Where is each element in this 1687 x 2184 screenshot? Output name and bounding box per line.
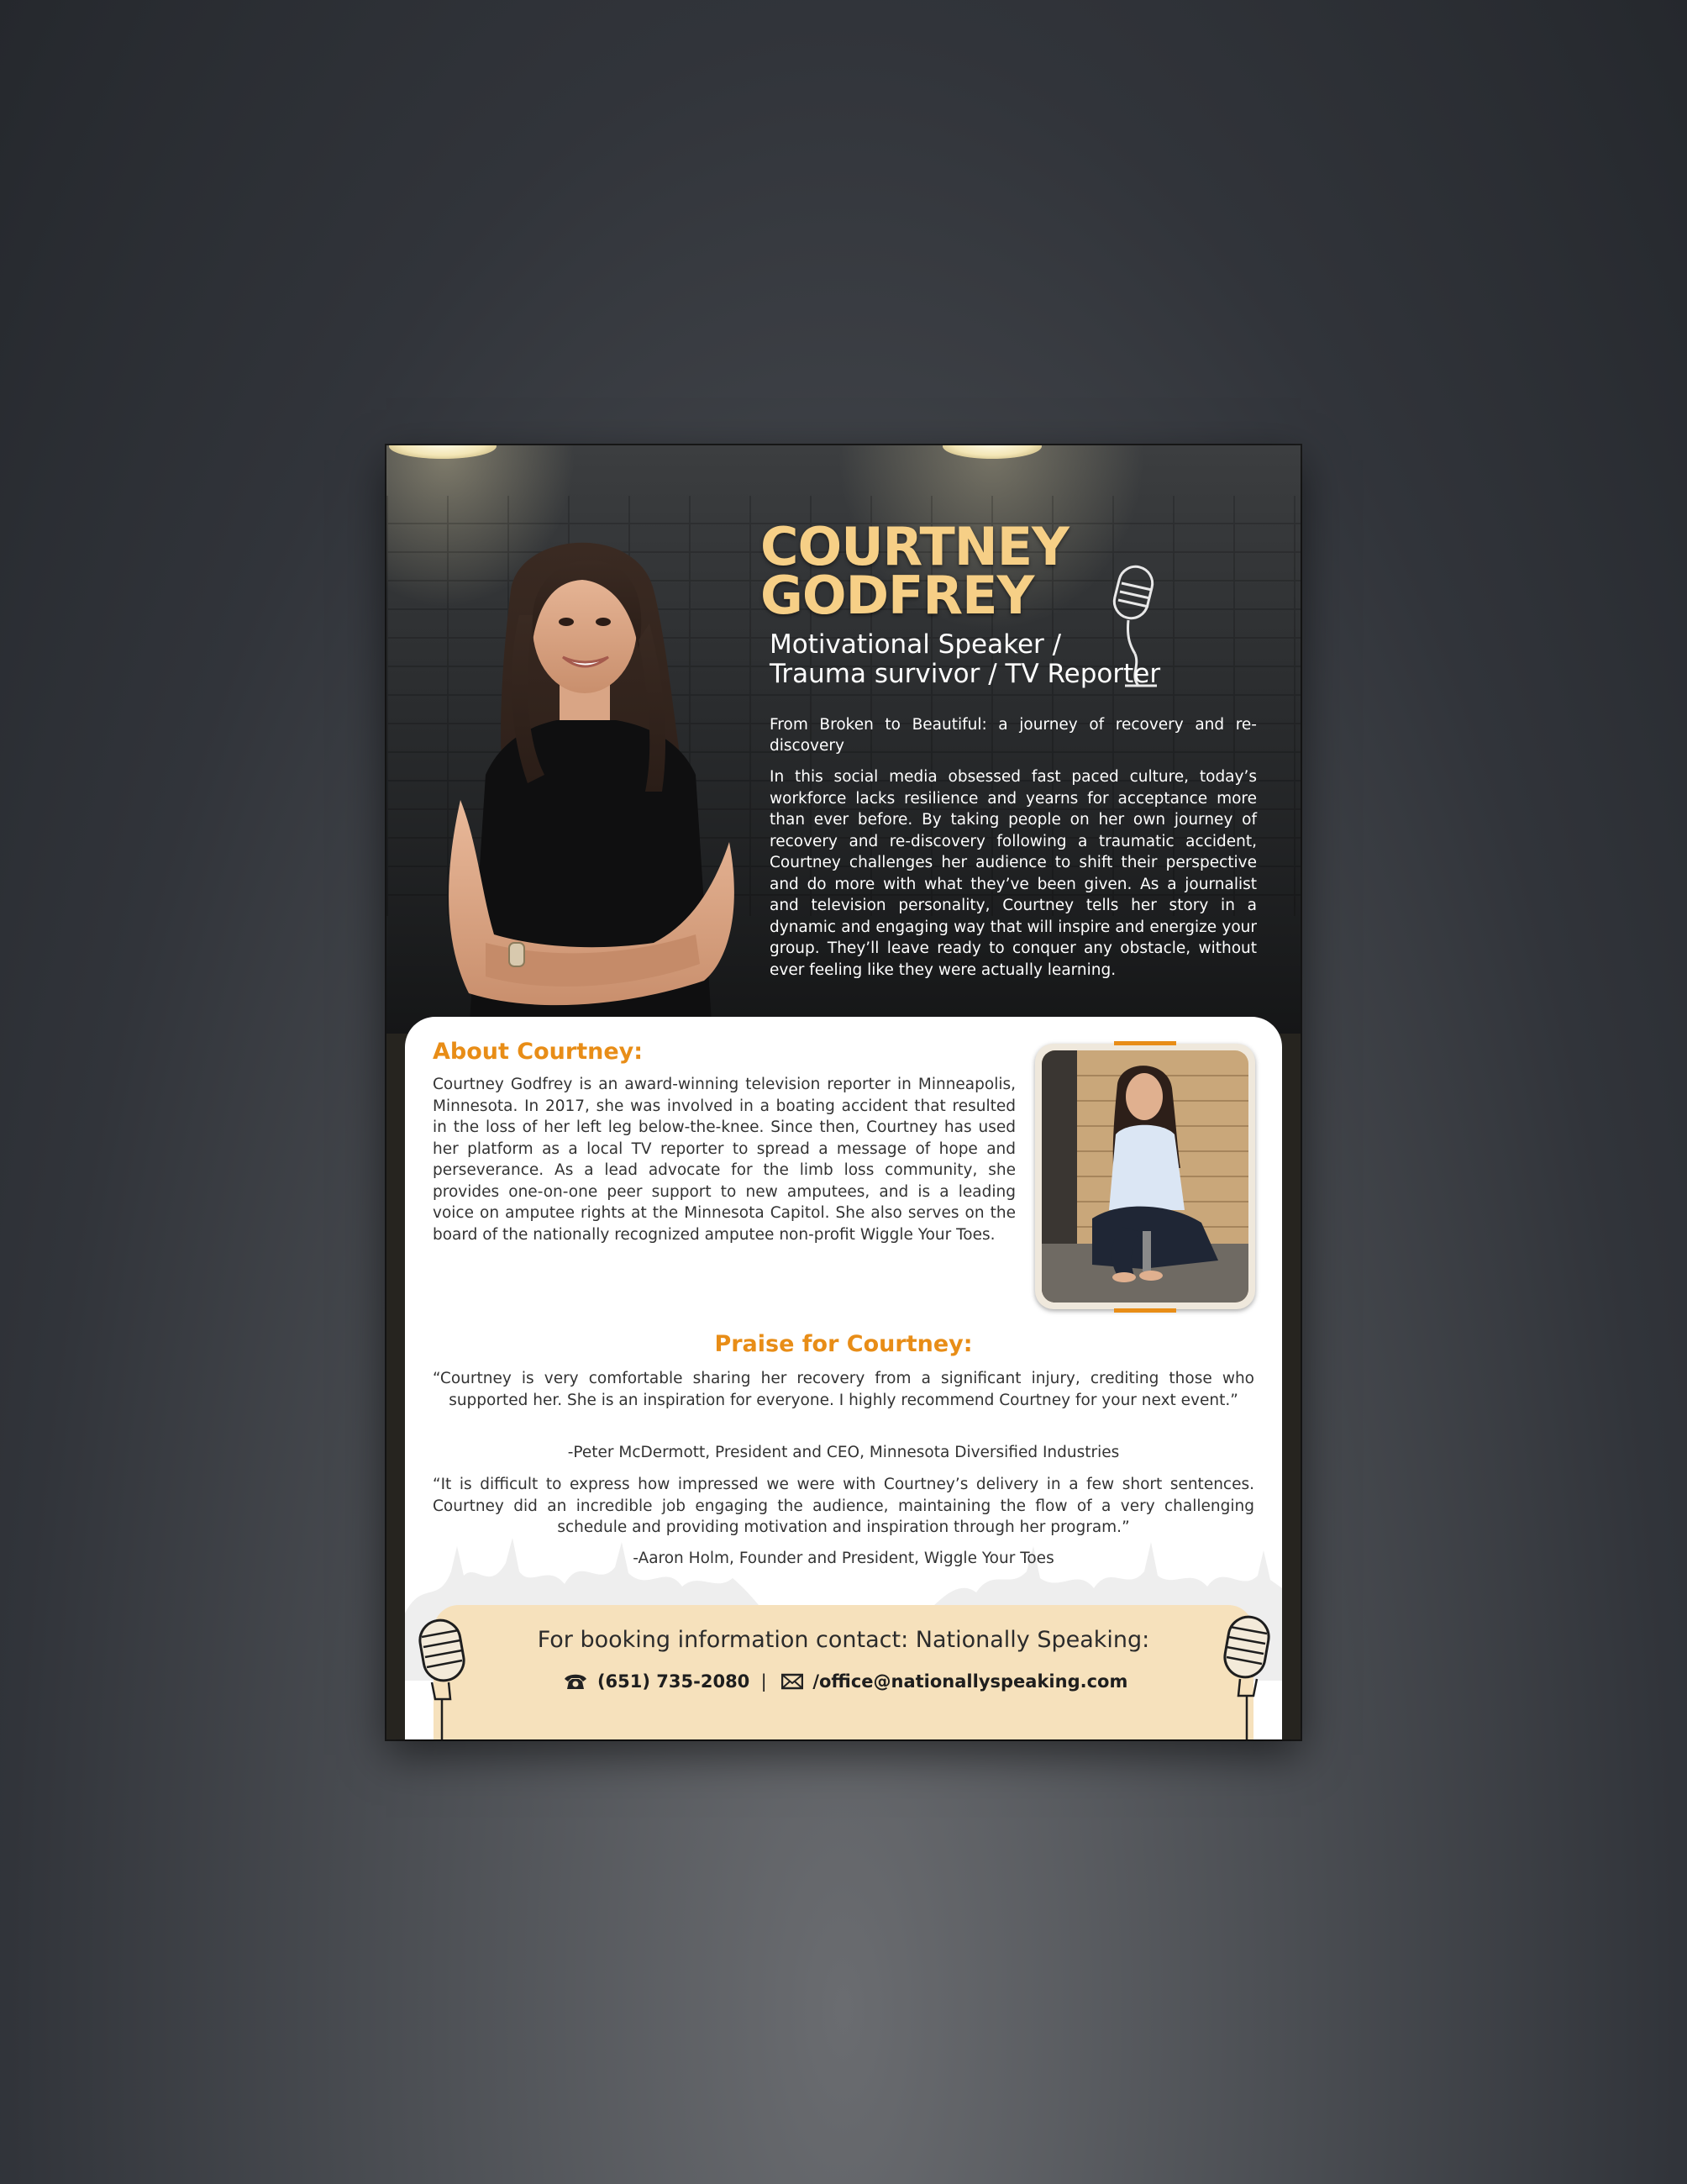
- spotlight-left: [389, 445, 497, 459]
- booking-email[interactable]: /office@nationallyspeaking.com: [812, 1671, 1128, 1692]
- speaker-role: [770, 630, 1173, 689]
- hero-section: [386, 445, 1301, 1034]
- speaker-flyer: [386, 445, 1301, 1739]
- booking-box: [434, 1605, 1253, 1739]
- speaker-name-line1: COURTNEY: [760, 516, 1069, 577]
- speaker-name-line2: GODFREY: [760, 565, 1034, 626]
- microphone-icon: [407, 1615, 477, 1739]
- about-photo-frame: [1035, 1044, 1255, 1309]
- spotlight-right: [943, 445, 1042, 459]
- booking-contact: [434, 1671, 1253, 1692]
- booking-heading: For booking information contact: Nationally Speaking:: [537, 1627, 1150, 1653]
- envelope-icon: [781, 1673, 803, 1690]
- speaker-name: [760, 516, 1122, 626]
- testimonial-quote: “Courtney is very comfortable sharing her recovery from a significant injury, crediting those who supported her. She is an inspiration for everyone. I highly recommend Courtney for your next event.”: [433, 1370, 1254, 1409]
- talk-title: From Broken to Beautiful: a journey of recovery and re-discovery: [770, 716, 1257, 755]
- contact-separator: |: [760, 1671, 767, 1692]
- testimonial-quote: “It is difficult to express how impressed we were with Courtney’s delivery in a few short sentences. Courtney did an incredible job engaging the audience, maintaining the flow of a very challenging schedule and providing motivation and inspiration through her program.”: [433, 1476, 1254, 1536]
- testimonial-attribution: -Aaron Holm, Founder and President, Wiggle Your Toes: [633, 1550, 1054, 1567]
- testimonial-attribution: -Peter McDermott, President and CEO, Minnesota Diversified Industries: [567, 1444, 1120, 1461]
- speaker-portrait: [410, 523, 763, 1035]
- about-photo: [1042, 1050, 1248, 1303]
- about-heading: About Courtney:: [433, 1039, 644, 1065]
- speaker-role-line2: Trauma survivor / TV Reporter: [770, 659, 1161, 689]
- phone-icon: [563, 1672, 588, 1691]
- photo-accent-top: [1114, 1041, 1176, 1045]
- content-card: [405, 1017, 1282, 1739]
- talk-description: In this social media obsessed fast paced culture, today’s workforce lacks resilience and yearns for acceptance more than ever before. By taking people on her own journey of recovery and re-discovery following a traumatic accident, Courtney challenges her audience to shift their perspective and do more with what they’ve been given. As a journalist and television personality, Courtney tells her story in a dynamic and engaging way that will inspire and energize your group. They’ll leave ready to conquer any obstacle, without ever feeling like they were actually learning.: [770, 768, 1257, 979]
- about-text: Courtney Godfrey is an award-winning television reporter in Minneapolis, Minnesota. In 2017, she was involved in a boating accident that resulted in the loss of her left leg below-the-knee. Since then, Courtney has used her platform as a local TV reporter to spread a message of hope and perseverance. As a lead advocate for the limb loss community, she provides one-on-one peer support to new amputees, and is a leading voice on amputee rights at the Minnesota Capitol. She also serves on the board of the nationally recognized amputee non-profit Wiggle Your Toes.: [433, 1076, 1016, 1244]
- praise-heading: Praise for Courtney:: [714, 1331, 973, 1357]
- booking-phone[interactable]: (651) 735-2080: [596, 1671, 750, 1692]
- photo-accent-bottom: [1114, 1308, 1176, 1313]
- microphone-icon: [1211, 1612, 1282, 1739]
- speaker-role-line1: Motivational Speaker /: [770, 629, 1062, 660]
